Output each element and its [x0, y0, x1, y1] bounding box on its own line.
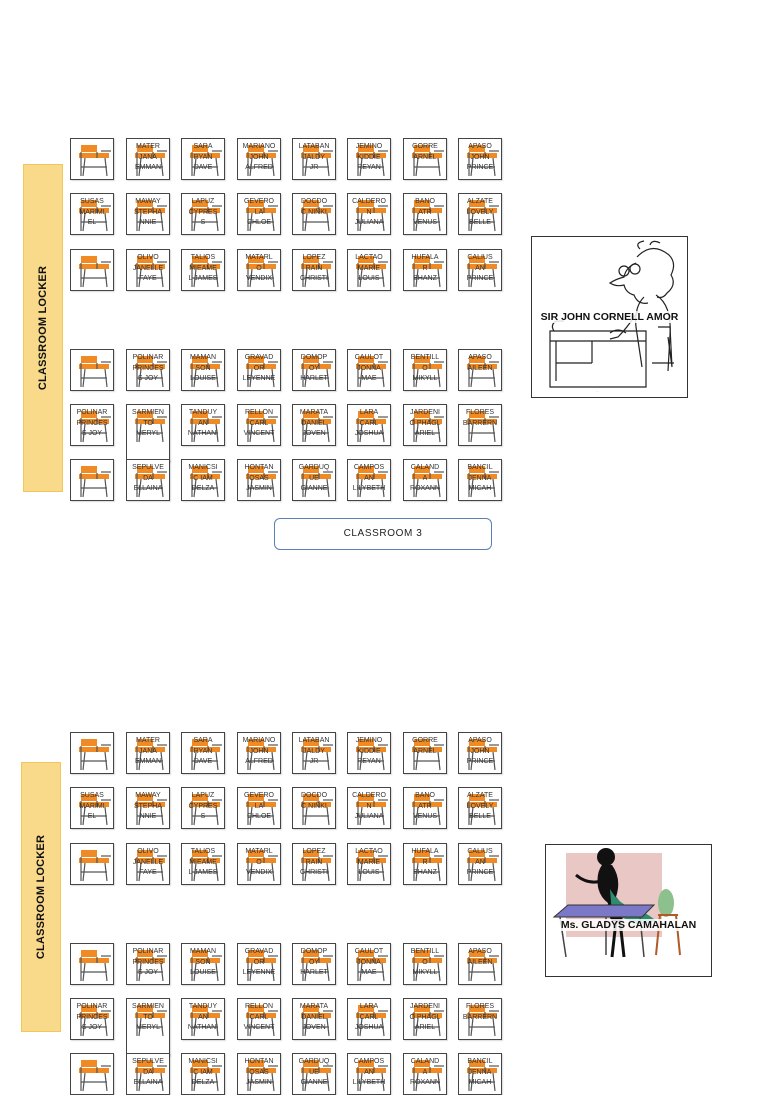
student-desk: [237, 249, 281, 291]
student-name: CALIUS AN PRINCE: [466, 254, 494, 282]
student-desk: [126, 349, 170, 391]
student-name: SARA RYAN DAVE: [193, 737, 213, 765]
student-desk: [403, 138, 447, 180]
classroom-label-box: [274, 518, 492, 550]
student-name: GORRE ARNEL: [412, 143, 438, 161]
student-desk: [70, 459, 114, 501]
student-name: CAULOT JONNA MAE: [354, 948, 384, 976]
student-name: JEMINO KIDDIE REYAN: [355, 737, 383, 765]
student-name: BANO ATR VENUS: [412, 792, 438, 820]
student-desk: [458, 193, 502, 235]
classroom-locker: [23, 164, 63, 492]
student-name: MATER JANA EMMAN: [134, 143, 162, 171]
student-desk: [403, 998, 447, 1040]
student-name: APASO JOHN PRINCE: [466, 737, 494, 765]
student-name: MATARL O VENDIX: [245, 848, 273, 876]
student-name: DOMOP OY HARLET: [300, 354, 328, 382]
student-name: FLORES BARRERN: [462, 1003, 498, 1021]
student-desk: [347, 1053, 391, 1095]
locker-label: CLASSROOM LOCKER: [35, 834, 47, 960]
student-name: BANO ATR VENUS: [412, 198, 438, 226]
student-desk: [403, 459, 447, 501]
student-desk: [70, 193, 114, 235]
student-name: HONTAN OSAS JASMIN: [244, 1058, 274, 1086]
student-desk: [347, 404, 391, 446]
desk-chair-icon: [71, 944, 114, 985]
student-name: MATER JANA EMMAN: [134, 737, 162, 765]
student-desk: [126, 249, 170, 291]
student-desk: [70, 732, 114, 774]
student-name: HUFALA R BHANZ: [411, 848, 439, 876]
student-name: RELLON CARL VINCENT: [243, 409, 275, 437]
teacher-name: SIR JOHN CORNELL AMOR: [532, 311, 687, 323]
student-name: JARDENI O PHAGL ARIEL: [409, 1003, 441, 1031]
student-name: LOPEZ RAIN CHRISTI: [300, 848, 328, 876]
student-desk: [458, 1053, 502, 1095]
student-name: APASO AILEEN: [467, 354, 493, 372]
student-name: JARDENI O PHAGL ARIEL: [409, 409, 441, 437]
student-desk: [458, 349, 502, 391]
student-desk: [458, 404, 502, 446]
student-name: CALDERO N JULIANA: [352, 792, 386, 820]
student-name: SUSAS MARIMI EL: [79, 792, 105, 820]
student-name: MANICSI C IAM DELZA: [188, 1058, 218, 1086]
student-name: MATARL O VENDIX: [245, 254, 273, 282]
student-name: MANICSI C IAM DELZA: [188, 464, 218, 492]
student-desk: [347, 943, 391, 985]
student-name: CAMPOS AN LILYBETH: [352, 1058, 386, 1086]
desk-chair-icon: [71, 460, 114, 501]
student-desk: [237, 404, 281, 446]
student-desk: [292, 459, 336, 501]
student-name: DOCDO C NIÑKI: [300, 198, 328, 216]
desk-chair-icon: [71, 844, 114, 885]
student-name: GEVERO LA CHLOE: [244, 792, 274, 820]
student-name: DOMOP OY HARLET: [300, 948, 328, 976]
student-desk: [126, 943, 170, 985]
desk-chair-icon: [71, 350, 114, 391]
student-name: GARDUQ UE GIANNE: [298, 1058, 330, 1086]
student-name: MAWAY STEPHA NNIE: [133, 198, 162, 226]
student-name: APASO JOHN PRINCE: [466, 143, 494, 171]
student-name: FLORES BARRERN: [462, 409, 498, 427]
student-desk: [347, 732, 391, 774]
student-desk: [458, 943, 502, 985]
student-desk: [403, 732, 447, 774]
student-desk: [292, 732, 336, 774]
student-desk: [70, 843, 114, 885]
student-name: SARMIEN TO MERYL: [132, 409, 164, 437]
student-desk: [237, 998, 281, 1040]
student-desk: [126, 459, 170, 501]
desk-chair-icon: [71, 139, 114, 180]
student-desk: [292, 843, 336, 885]
student-desk: [403, 787, 447, 829]
student-desk: [126, 1053, 170, 1095]
student-name: SEPULVE DA ELLAINA: [132, 464, 164, 492]
student-name: SEPULVE DA ELLAINA: [132, 1058, 164, 1086]
student-name: MARATA DANIEL JOVEN: [299, 409, 329, 437]
student-desk: [126, 193, 170, 235]
student-desk: [458, 249, 502, 291]
student-name: TALIOS MIEAME L JAMES: [188, 254, 218, 282]
classroom-locker: [21, 762, 61, 1032]
student-desk: [403, 1053, 447, 1095]
student-desk: [181, 193, 225, 235]
desk-chair-icon: [71, 250, 114, 291]
student-desk: [181, 249, 225, 291]
student-name: TALIOS MIEAME L JAMES: [188, 848, 218, 876]
student-desk: [347, 843, 391, 885]
student-name: CAULOT JONNA MAE: [354, 354, 384, 382]
student-name: LACTAO MARIE LOUIS: [355, 254, 383, 282]
student-desk: [70, 138, 114, 180]
student-name: APASO AILEEN: [467, 948, 493, 966]
student-name: JEMINO KIDDIE REYAN: [355, 143, 383, 171]
student-name: CALIUS AN PRINCE: [466, 848, 494, 876]
student-name: LOPEZ RAIN CHRISTI: [300, 254, 328, 282]
student-desk: [347, 459, 391, 501]
student-name: CALAND A ROXANN: [410, 464, 440, 492]
student-desk: [181, 1053, 225, 1095]
student-desk: [181, 349, 225, 391]
student-name: POLINAR PRINCES S JOY: [76, 409, 108, 437]
desk-chair-icon: [71, 733, 114, 774]
desk-chair-icon: [71, 1054, 114, 1095]
student-desk: [70, 404, 114, 446]
student-name: TANDUY AN NATHANI: [187, 1003, 219, 1031]
student-desk: [181, 998, 225, 1040]
teacher-name: Ms. GLADYS CAMAHALAN: [546, 919, 711, 931]
student-name: LACTAO MARIE LOUIS: [355, 848, 383, 876]
student-name: MAWAY STEPHA NNIE: [133, 792, 162, 820]
student-desk: [292, 404, 336, 446]
student-desk: [292, 249, 336, 291]
student-desk: [458, 732, 502, 774]
student-name: GORRE ARNEL: [412, 737, 438, 755]
student-desk: [70, 943, 114, 985]
student-desk: [347, 998, 391, 1040]
teacher-woman-image: [546, 845, 711, 976]
svg-text:...: ...: [596, 389, 599, 393]
student-name: HONTAN OSAS JASMIN: [244, 464, 274, 492]
student-desk: [292, 1053, 336, 1095]
student-desk: [237, 459, 281, 501]
student-desk: [347, 193, 391, 235]
student-desk: [181, 843, 225, 885]
student-desk: [70, 349, 114, 391]
student-desk: [237, 349, 281, 391]
student-name: LATABAN JALDY JR: [298, 737, 330, 765]
student-name: BENTILL O MIKYLL: [410, 354, 440, 382]
teacher-card: [531, 236, 688, 398]
student-name: CALAND A ROXANN: [410, 1058, 440, 1086]
student-name: HUFALA R BHANZ: [411, 254, 439, 282]
student-name: MAMAN SON LOUISE: [189, 948, 217, 976]
student-desk: [237, 732, 281, 774]
student-desk: [403, 404, 447, 446]
student-name: RELLON CARL VINCENT: [243, 1003, 275, 1031]
student-desk: [126, 138, 170, 180]
student-desk: [403, 193, 447, 235]
student-name: BANCIL JENNA MICAH: [467, 464, 493, 492]
student-name: GRAVAD OR LEYENNE: [242, 948, 276, 976]
student-desk: [347, 349, 391, 391]
student-desk: [458, 843, 502, 885]
classroom-label: CLASSROOM 3: [343, 528, 423, 539]
student-desk: [181, 404, 225, 446]
student-desk: [347, 787, 391, 829]
student-name: POLINAR PRINCES S JOY: [76, 1003, 108, 1031]
student-desk: [458, 138, 502, 180]
student-desk: [126, 998, 170, 1056]
student-desk: [458, 787, 502, 829]
student-name: ALZATE LOVELY BELLE: [466, 792, 494, 820]
student-name: MAMAN SON LOUISE: [189, 354, 217, 382]
student-desk: [70, 998, 114, 1040]
student-desk: [347, 138, 391, 180]
teacher-card: [545, 844, 712, 977]
student-name: GEVERO LA CHLOE: [244, 198, 274, 226]
student-desk: [458, 459, 502, 501]
student-name: OLIVO JANELLE FAYE: [132, 848, 164, 876]
student-name: LARA CARL JOSHUA: [354, 1003, 384, 1031]
student-desk: [292, 349, 336, 391]
student-desk: [181, 732, 225, 774]
student-name: LARA CARL JOSHUA: [354, 409, 384, 437]
student-desk: [126, 787, 170, 829]
student-desk: [181, 943, 225, 985]
student-name: LAPUZ CYPRES S: [188, 198, 218, 226]
student-desk: [292, 787, 336, 829]
classroom-section-2: [0, 594, 768, 1086]
student-name: OLIVO JANELLE FAYE: [132, 254, 164, 282]
student-name: SARA RYAN DAVE: [193, 143, 213, 171]
student-name: SUSAS MARIMI EL: [79, 198, 105, 226]
student-desk: [458, 998, 502, 1040]
student-desk: [70, 1053, 114, 1095]
student-desk: [237, 787, 281, 829]
student-desk: [237, 843, 281, 885]
student-desk: [403, 843, 447, 885]
student-desk: [181, 459, 225, 501]
student-name: ALZATE LOVELY BELLE: [466, 198, 494, 226]
student-name: GRAVAD OR LEYENNE: [242, 354, 276, 382]
student-name: POLINAR PRINCES S JOY: [132, 948, 164, 976]
student-desk: [237, 1053, 281, 1095]
student-name: BANCIL JENNA MICAH: [467, 1058, 493, 1086]
student-desk: [181, 138, 225, 180]
student-name: LAPUZ CYPRES S: [188, 792, 218, 820]
student-name: CALDERO N JULIANA: [352, 198, 386, 226]
student-desk: [292, 998, 336, 1040]
student-desk: [126, 404, 170, 462]
student-desk: [126, 843, 170, 885]
student-name: CAMPOS AN LILYBETH: [352, 464, 386, 492]
student-name: DOCDO C NIÑKI: [300, 792, 328, 810]
student-name: SARMIEN TO MERYL: [132, 1003, 164, 1031]
student-desk: [70, 787, 114, 829]
student-desk: [403, 249, 447, 291]
student-desk: [347, 249, 391, 291]
student-desk: [292, 138, 336, 180]
student-desk: [237, 943, 281, 985]
student-desk: [292, 943, 336, 985]
student-desk: [70, 249, 114, 291]
student-desk: [237, 193, 281, 235]
student-desk: [403, 943, 447, 985]
student-desk: [403, 349, 447, 391]
student-desk: [126, 732, 170, 774]
student-name: GARDUQ UE GIANNE: [298, 464, 330, 492]
student-desk: [237, 138, 281, 180]
student-name: BENTILL O MIKYLL: [410, 948, 440, 976]
student-desk: [292, 193, 336, 235]
student-name: MARIANO JOHN ALFRED: [242, 737, 276, 765]
student-desk: [181, 787, 225, 829]
student-name: LATABAN JALDY JR: [298, 143, 330, 171]
student-name: MARIANO JOHN ALFRED: [242, 143, 276, 171]
student-name: POLINAR PRINCES S JOY: [132, 354, 164, 382]
locker-label: CLASSROOM LOCKER: [37, 265, 49, 391]
student-name: MARATA DANIEL JOVEN: [299, 1003, 329, 1031]
student-name: TANDUY AN NATHANI: [187, 409, 219, 437]
